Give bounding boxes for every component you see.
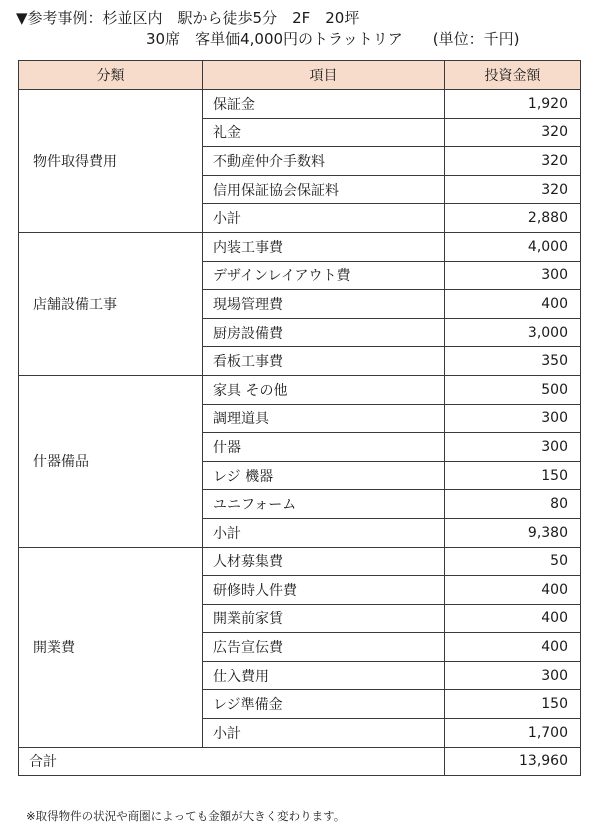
amount-cell: 400 (445, 290, 581, 319)
item-cell: 内装工事費 (203, 232, 445, 261)
table-header-row (19, 61, 581, 90)
column-header-category: 分類 (19, 61, 203, 90)
amount-cell: 9,380 (445, 518, 581, 547)
item-cell: 開業前家賃 (203, 604, 445, 633)
header-line-2: 30席 客単価4,000円のトラットリア (単位：千円) (146, 30, 520, 48)
item-cell: レジ 機器 (203, 461, 445, 490)
amount-cell: 400 (445, 633, 581, 662)
item-cell: 調理道具 (203, 404, 445, 433)
amount-cell: 150 (445, 690, 581, 719)
item-cell: 研修時人件費 (203, 576, 445, 605)
total-amount: 13,960 (445, 747, 581, 776)
item-cell: 小計 (203, 204, 445, 233)
category-cell: 店舗設備工事 (19, 232, 203, 375)
amount-cell: 1,920 (445, 90, 581, 119)
amount-cell: 400 (445, 576, 581, 605)
amount-cell: 300 (445, 404, 581, 433)
total-label: 合計 (19, 747, 445, 776)
amount-cell: 300 (445, 261, 581, 290)
amount-cell: 350 (445, 347, 581, 376)
table-row (19, 547, 581, 576)
amount-cell: 320 (445, 118, 581, 147)
amount-cell: 50 (445, 547, 581, 576)
amount-cell: 80 (445, 490, 581, 519)
amount-cell: 400 (445, 604, 581, 633)
item-cell: 仕入費用 (203, 661, 445, 690)
amount-cell: 300 (445, 433, 581, 462)
amount-cell: 500 (445, 375, 581, 404)
item-cell: レジ準備金 (203, 690, 445, 719)
investment-table (18, 60, 581, 776)
amount-cell: 320 (445, 147, 581, 176)
item-cell: ユニフォーム (203, 490, 445, 519)
header-line-1: ▼参考事例：杉並区内 駅から徒歩5分 2F 20坪 (16, 9, 360, 27)
category-cell: 開業費 (19, 547, 203, 747)
amount-cell: 320 (445, 175, 581, 204)
table-body (19, 90, 581, 776)
amount-cell: 1,700 (445, 719, 581, 748)
table-row (19, 90, 581, 119)
table-row (19, 232, 581, 261)
item-cell: 保証金 (203, 90, 445, 119)
column-header-item: 項目 (203, 61, 445, 90)
item-cell: 小計 (203, 719, 445, 748)
item-cell: デザインレイアウト費 (203, 261, 445, 290)
footnote: ※取得物件の状況や商圏によっても金額が大きく変わります。 (26, 809, 346, 823)
total-row (19, 747, 581, 776)
amount-cell: 300 (445, 661, 581, 690)
amount-cell: 150 (445, 461, 581, 490)
item-cell: 家具 その他 (203, 375, 445, 404)
table-row (19, 375, 581, 404)
amount-cell: 3,000 (445, 318, 581, 347)
item-cell: 現場管理費 (203, 290, 445, 319)
item-cell: 礼金 (203, 118, 445, 147)
item-cell: 広告宣伝費 (203, 633, 445, 662)
item-cell: 不動産仲介手数料 (203, 147, 445, 176)
document-header (16, 8, 586, 50)
item-cell: 小計 (203, 518, 445, 547)
amount-cell: 4,000 (445, 232, 581, 261)
item-cell: 人材募集費 (203, 547, 445, 576)
category-cell: 什器備品 (19, 375, 203, 547)
item-cell: 厨房設備費 (203, 318, 445, 347)
amount-cell: 2,880 (445, 204, 581, 233)
column-header-amount: 投資金額 (445, 61, 581, 90)
item-cell: 什器 (203, 433, 445, 462)
category-cell: 物件取得費用 (19, 90, 203, 233)
item-cell: 信用保証協会保証料 (203, 175, 445, 204)
item-cell: 看板工事費 (203, 347, 445, 376)
